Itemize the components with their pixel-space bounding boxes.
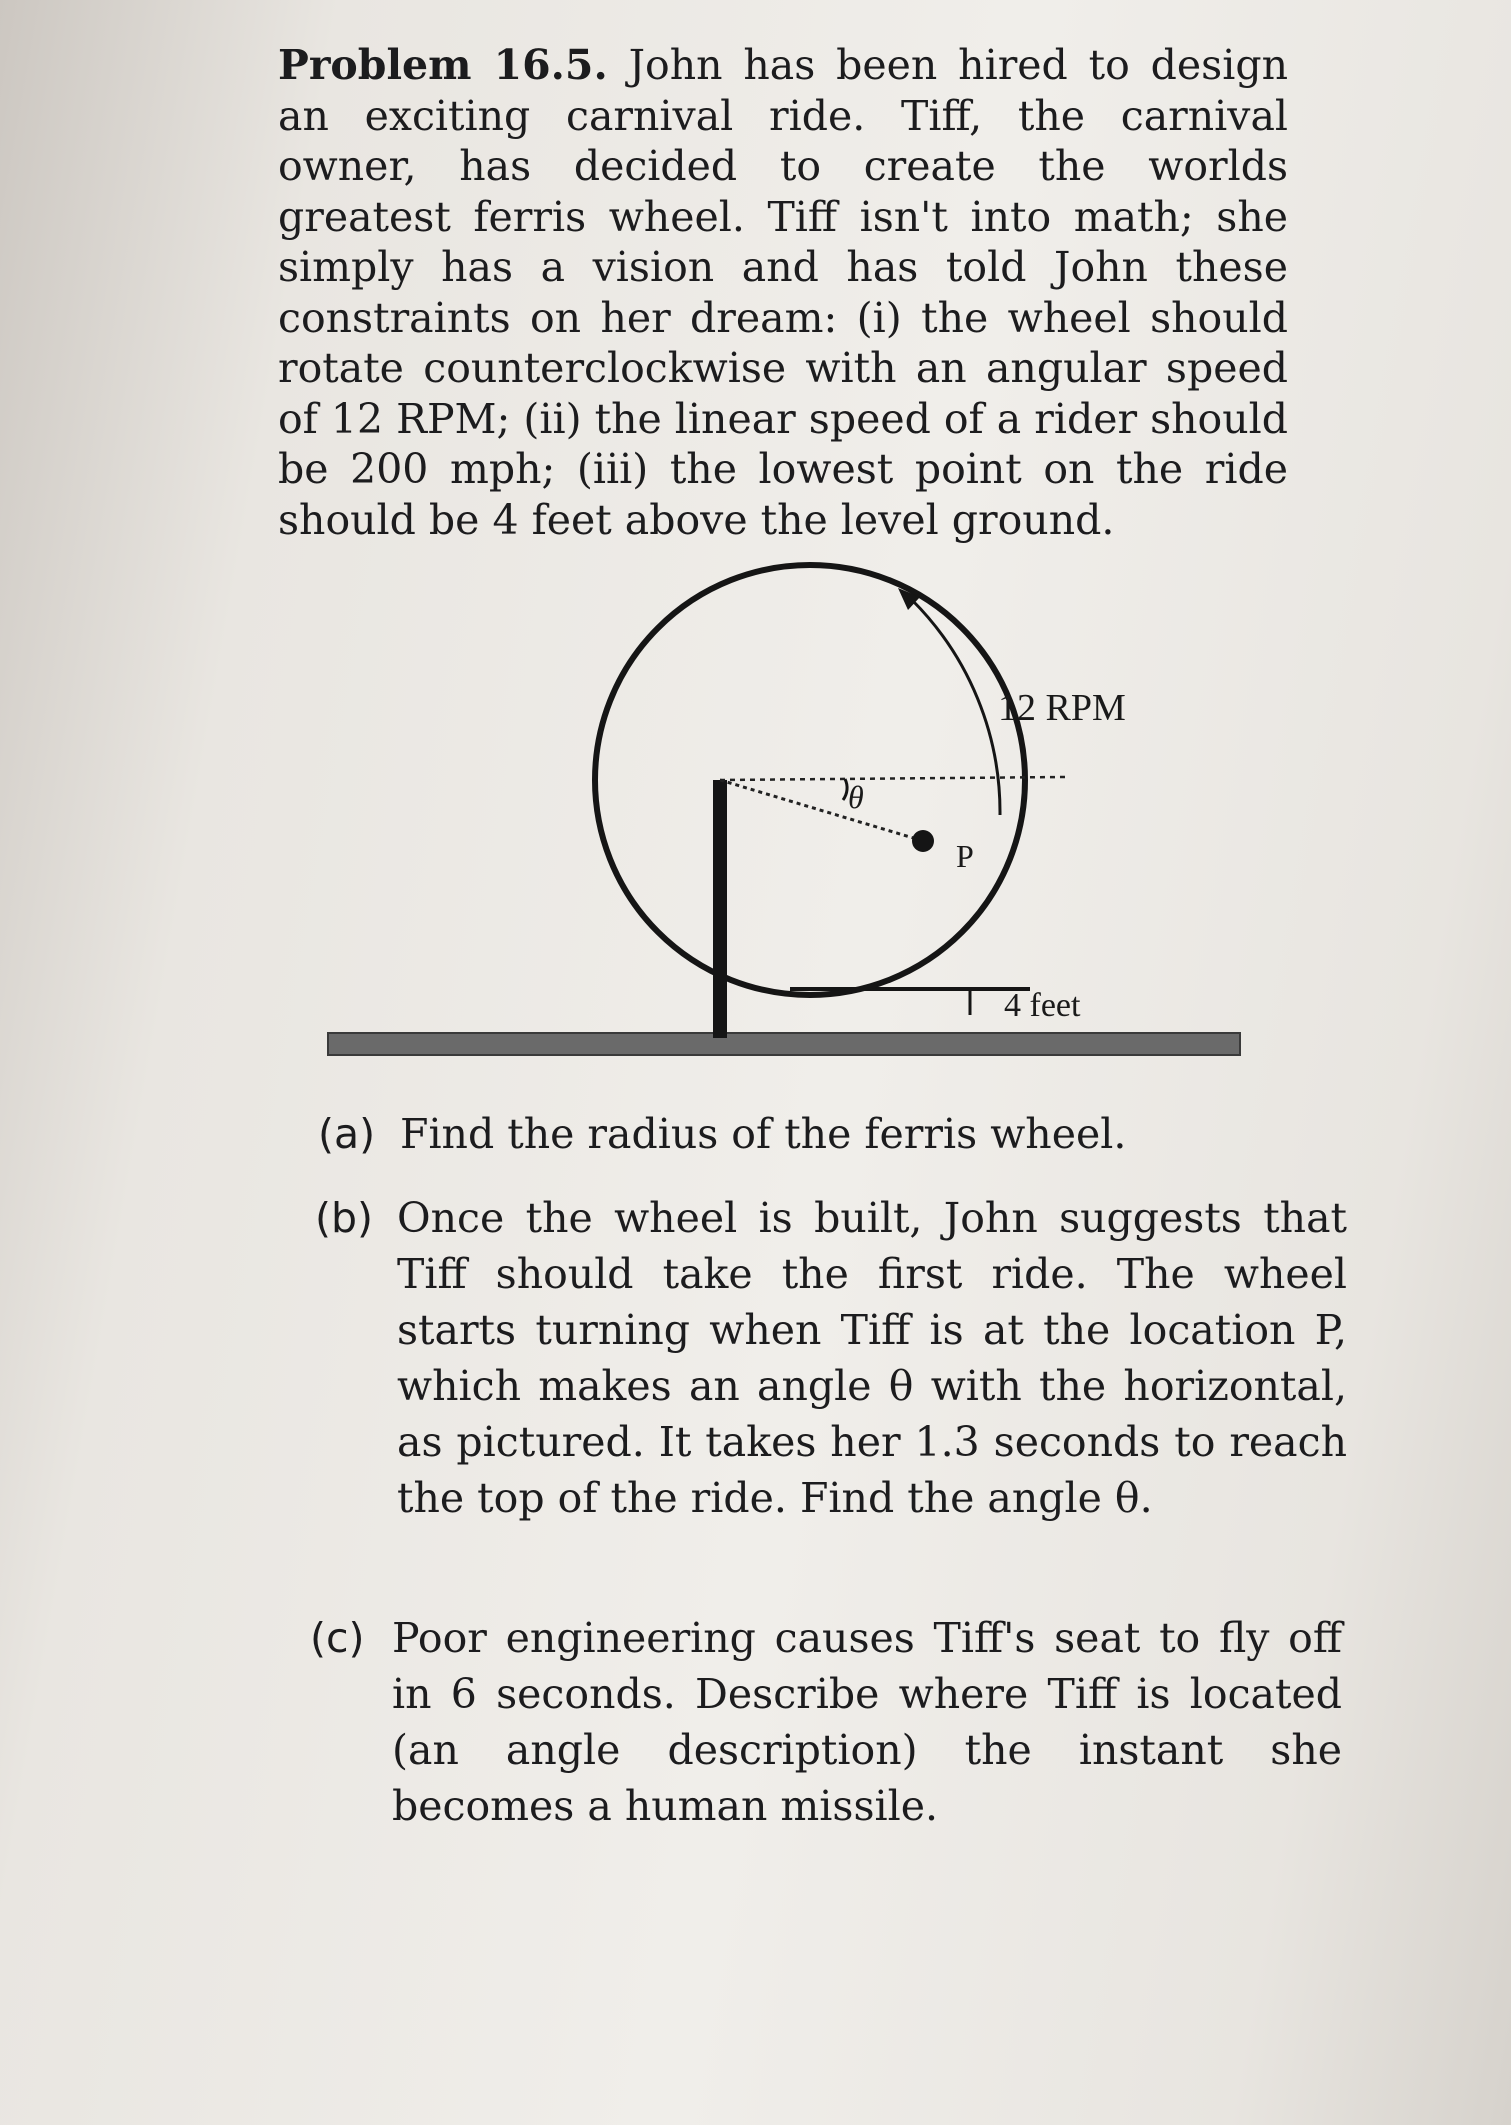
part-a [318, 1106, 1368, 1166]
part-c [310, 1610, 1370, 1850]
angle-label: θ [848, 779, 864, 815]
height-label: 4 feet [1004, 987, 1081, 1024]
part-c-label: (c) [310, 1614, 365, 1662]
problem-text: John has been hired to design an exciting carnival ride. Tiff, the carnival owner, has decided to create the worlds greatest ferris wheel. Tiff isn't into math; she simply has a vision and has told John these constraints on her dream: (i) the wheel should rotate counterclockwise with an angular speed of 12 RPM; (ii) the linear speed of a rider should be 200 mph; (iii) the lowest point on the ride should be 4 feet above the level ground. [278, 41, 1288, 544]
radius-to-p-line [720, 780, 920, 840]
part-b-text: Once the wheel is built, John suggests that Tiff should take the first ride. The wheel starts turning when Tiff is at the location P, which makes an angle θ with the horizontal, as pictured. It takes her 1.3 seconds to reach the top of the ride. Find the angle θ. [397, 1194, 1347, 1522]
part-b [315, 1190, 1365, 1590]
part-c-text: Poor engineering causes Tiff's seat to fly off in 6 seconds. Describe where Tiff is located (an angle description) the instant she becomes a human missile. [392, 1614, 1342, 1830]
angle-arc [843, 779, 847, 800]
rotation-arrow [912, 600, 1000, 815]
ferris-wheel-circle [595, 565, 1025, 995]
problem-statement [278, 40, 1288, 545]
ground-bar [328, 1033, 1240, 1055]
rpm-label: 12 RPM [998, 687, 1126, 729]
point-p-label: P [956, 838, 974, 874]
point-p-marker [912, 830, 934, 852]
ferris-wheel-figure [320, 560, 1270, 1060]
problem-number: Problem 16.5. [278, 41, 608, 89]
part-b-label: (b) [315, 1194, 374, 1242]
horizontal-reference-line [720, 777, 1065, 780]
part-a-label: (a) [318, 1110, 376, 1158]
part-a-text: Find the radius of the ferris wheel. [400, 1110, 1127, 1158]
